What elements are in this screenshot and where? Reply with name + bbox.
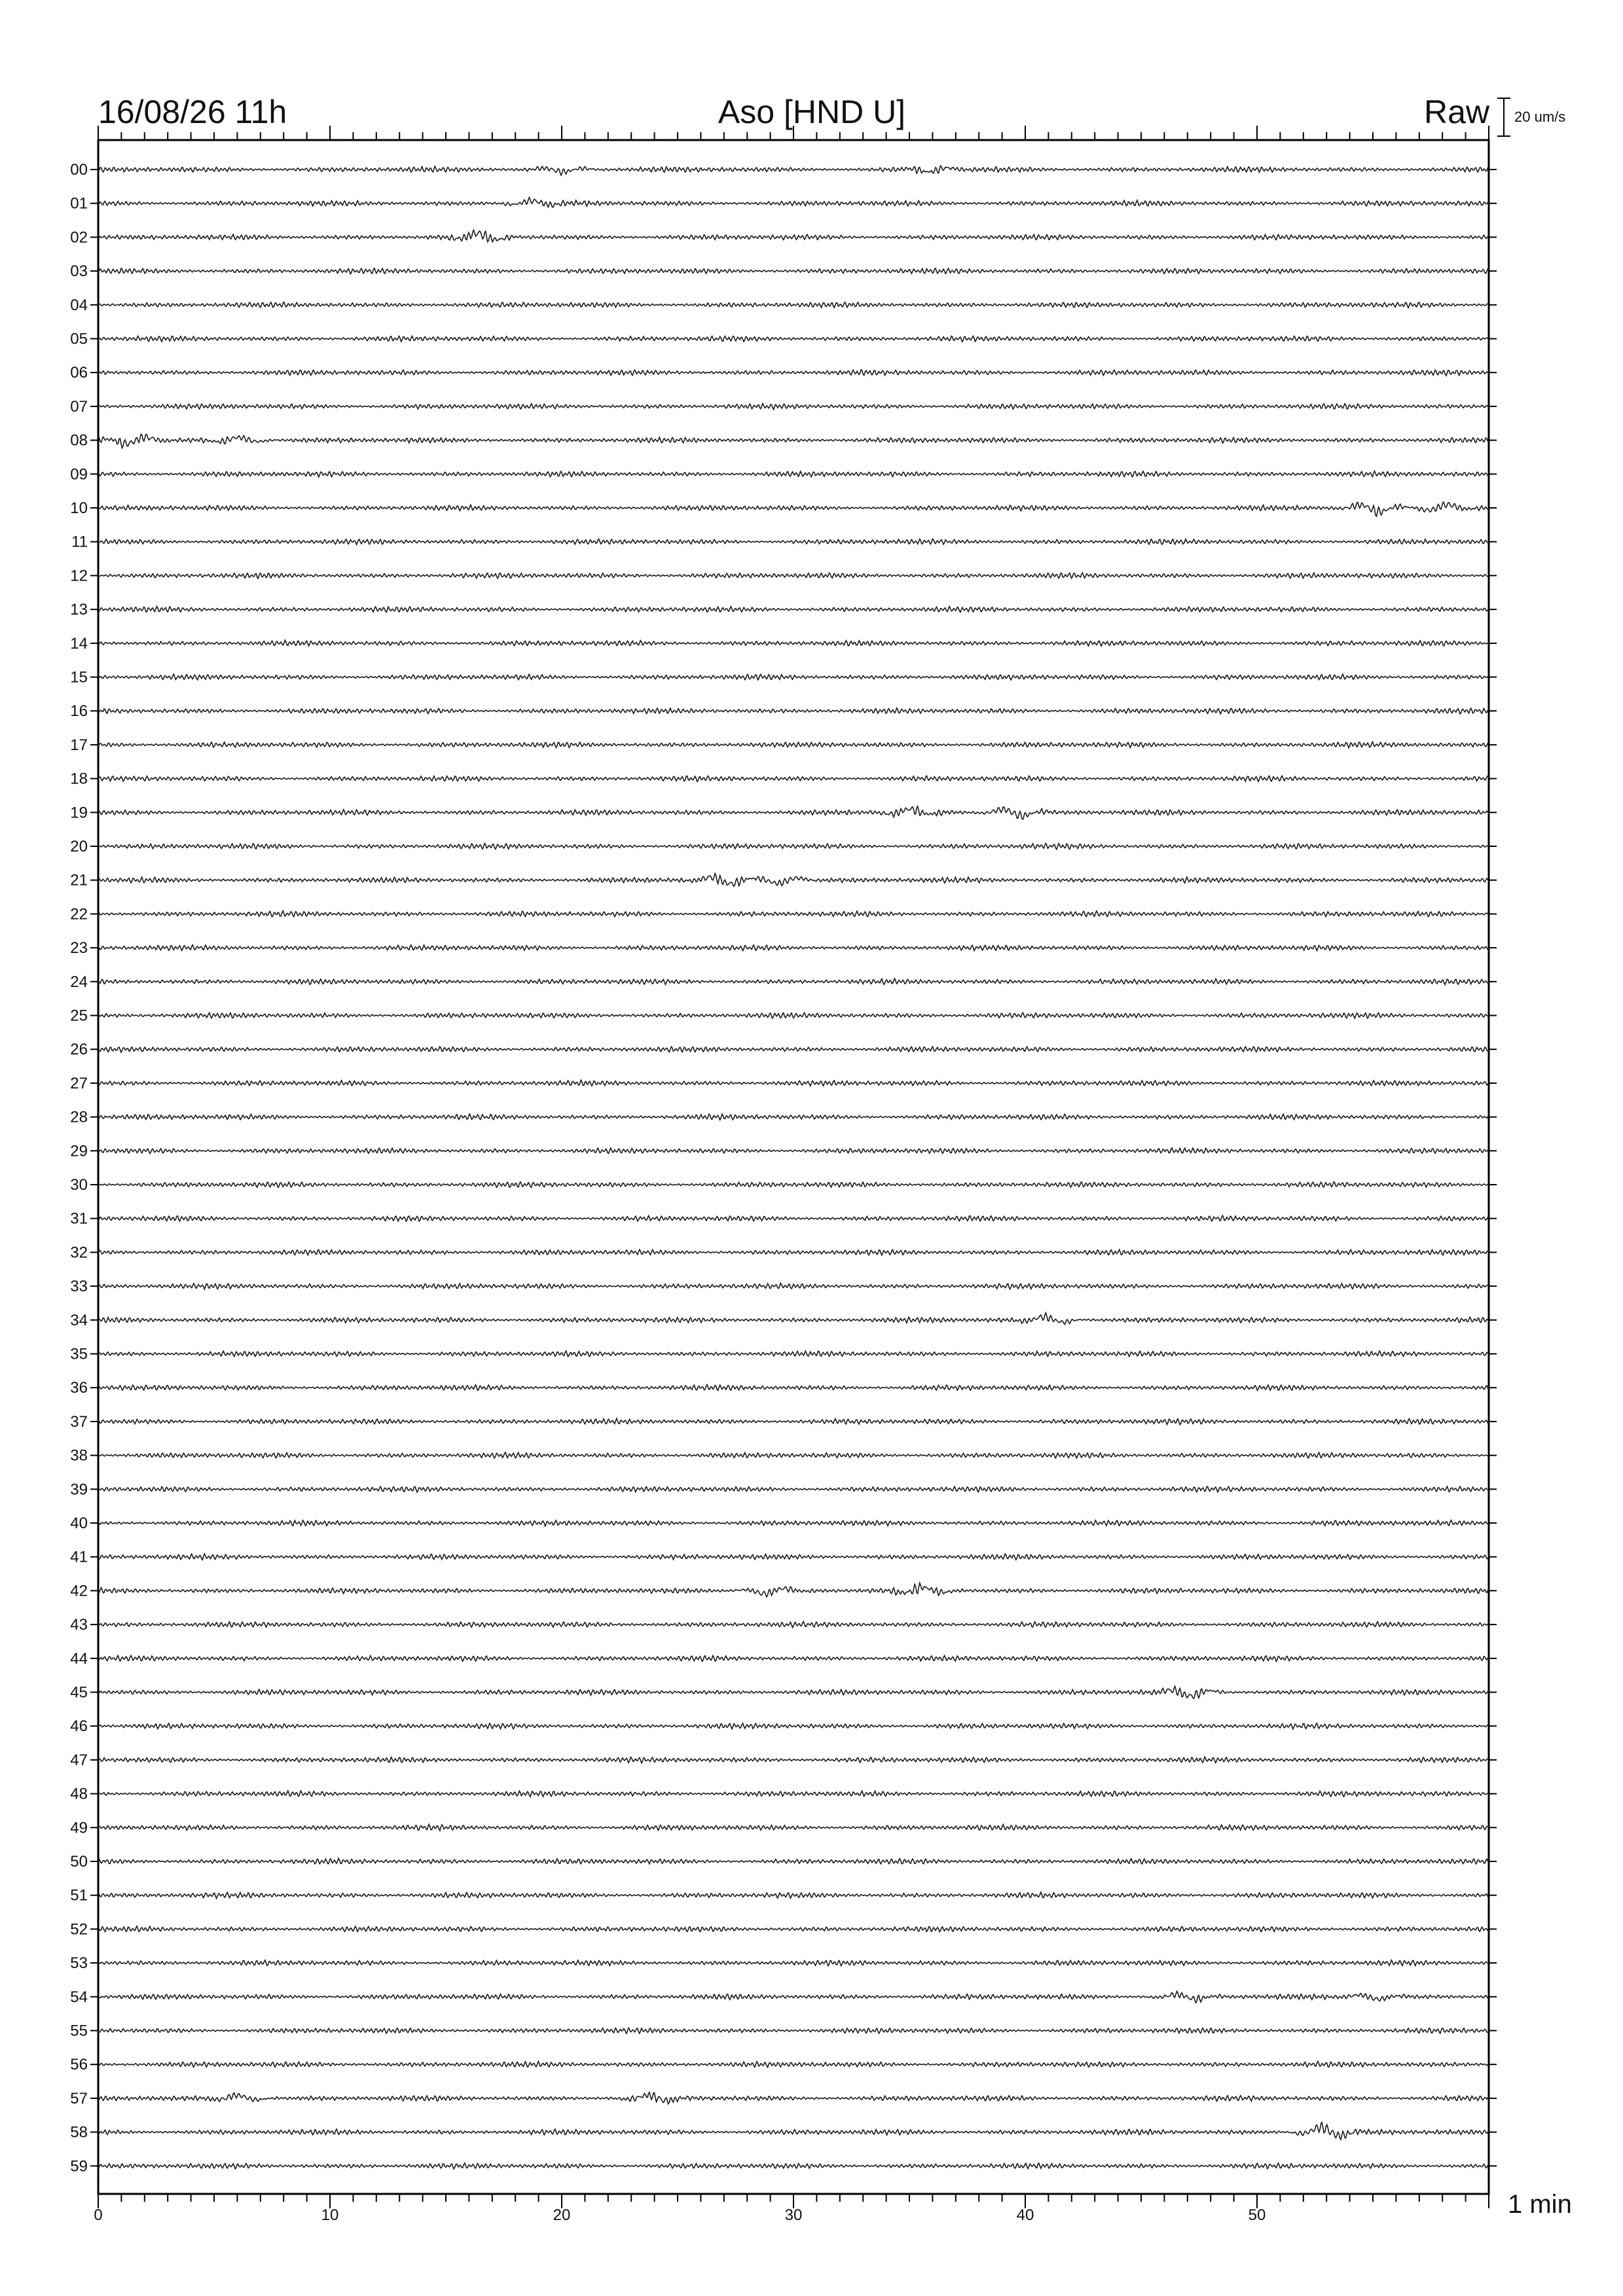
- row-label: 40: [70, 1515, 88, 1532]
- trace-line: [98, 1622, 1489, 1628]
- row-label: 15: [70, 668, 88, 687]
- trace-line: [98, 1858, 1489, 1864]
- trace-group: [98, 166, 1489, 2169]
- trace-line: [98, 945, 1489, 951]
- row-label: 54: [70, 1988, 88, 2006]
- trace-line: [98, 1313, 1489, 1325]
- x-axis-label: 1 min: [1508, 2190, 1572, 2219]
- trace-line: [98, 1215, 1489, 1221]
- row-label: 33: [70, 1278, 88, 1296]
- row-label: 22: [70, 905, 88, 924]
- trace-line: [98, 1655, 1489, 1661]
- trace-line: [98, 1791, 1489, 1797]
- trace-line: [98, 2028, 1489, 2034]
- x-tick-label: 10: [321, 2206, 339, 2224]
- row-label: 53: [70, 1954, 88, 1973]
- trace-line: [98, 1723, 1489, 1729]
- trace-line: [98, 230, 1489, 242]
- row-label: 37: [70, 1412, 88, 1431]
- trace-line: [98, 1182, 1489, 1187]
- row-label: 56: [70, 2056, 88, 2074]
- row-label: 28: [70, 1108, 88, 1126]
- trace-line: [98, 1926, 1489, 1932]
- row-label: 46: [70, 1717, 88, 1736]
- row-label: 35: [70, 1345, 88, 1363]
- row-label: 00: [70, 161, 88, 179]
- trace-line: [98, 1418, 1489, 1424]
- row-label: 04: [70, 296, 88, 314]
- trace-line: [98, 1047, 1489, 1052]
- row-label: 52: [70, 1920, 88, 1939]
- trace-line: [98, 1824, 1489, 1831]
- trace-line: [98, 1520, 1489, 1526]
- trace-line: [98, 1583, 1489, 1597]
- row-label: 27: [70, 1074, 88, 1092]
- trace-line: [98, 1148, 1489, 1153]
- trace-line: [98, 1385, 1489, 1391]
- x-tick-label-group: [94, 2206, 1266, 2224]
- row-label: 39: [70, 1480, 88, 1499]
- trace-line: [98, 708, 1489, 714]
- station-title: Aso [HND U]: [718, 94, 906, 130]
- row-label: 14: [70, 634, 88, 653]
- row-label: 50: [70, 1853, 88, 1871]
- trace-line: [98, 1283, 1489, 1289]
- trace-line: [98, 1080, 1489, 1086]
- scale-bar-label: 20 um/s: [1514, 109, 1566, 125]
- row-label: 31: [70, 1210, 88, 1228]
- trace-line: [98, 1249, 1489, 1255]
- trace-line: [98, 1554, 1489, 1560]
- row-label: 03: [70, 262, 88, 281]
- trace-line: [98, 1757, 1489, 1763]
- row-label: 08: [70, 431, 88, 450]
- row-label: 26: [70, 1041, 88, 1059]
- plot-frame: [98, 140, 1489, 2194]
- x-tick-label: 40: [1016, 2206, 1034, 2224]
- row-label: 20: [70, 838, 88, 855]
- row-label: 29: [70, 1142, 88, 1160]
- row-label: 25: [70, 1007, 88, 1025]
- row-label: 42: [70, 1582, 88, 1600]
- row-label: 55: [70, 2022, 88, 2040]
- row-label: 57: [70, 2089, 88, 2108]
- x-tick-label: 50: [1248, 2206, 1266, 2224]
- row-label: 32: [70, 1244, 88, 1262]
- row-label: 58: [70, 2123, 88, 2142]
- row-label: 36: [70, 1379, 88, 1397]
- trace-line: [98, 2062, 1489, 2068]
- trace-line: [98, 911, 1489, 917]
- trace-line: [98, 502, 1489, 516]
- row-label: 10: [70, 499, 88, 517]
- row-label: 48: [70, 1785, 88, 1803]
- trace-line: [98, 843, 1489, 849]
- trace-line: [98, 435, 1489, 448]
- scale-bar: [1497, 98, 1565, 136]
- trace-line: [98, 776, 1489, 781]
- trace-line: [98, 640, 1489, 646]
- trace-line: [98, 166, 1489, 175]
- row-label: 38: [70, 1446, 88, 1465]
- trace-line: [98, 874, 1489, 887]
- trace-line: [98, 2163, 1489, 2169]
- trace-line: [98, 573, 1489, 579]
- row-label-group: [70, 161, 1497, 2175]
- x-tick-label: 0: [94, 2206, 103, 2224]
- row-label: 44: [70, 1649, 88, 1668]
- row-label: 11: [71, 533, 88, 551]
- x-tick-label: 30: [784, 2206, 803, 2224]
- trace-line: [98, 198, 1489, 207]
- trace-line: [98, 302, 1489, 308]
- row-label: 41: [70, 1548, 88, 1566]
- row-label: 21: [70, 871, 88, 889]
- row-label: 17: [70, 736, 88, 754]
- row-label: 13: [70, 601, 88, 619]
- trace-line: [98, 806, 1489, 819]
- row-label: 05: [70, 330, 88, 348]
- row-label: 07: [70, 397, 88, 416]
- trace-line: [98, 1452, 1489, 1458]
- trace-line: [98, 2123, 1489, 2140]
- trace-line: [98, 1114, 1489, 1120]
- trace-line: [98, 539, 1489, 545]
- trace-line: [98, 1013, 1489, 1018]
- row-label: 59: [70, 2157, 88, 2176]
- trace-line: [98, 268, 1489, 274]
- row-label: 24: [70, 973, 88, 991]
- trace-line: [98, 978, 1489, 984]
- trace-line: [98, 1686, 1489, 1698]
- row-label: 12: [70, 567, 88, 585]
- row-label: 43: [70, 1616, 88, 1634]
- trace-line: [98, 606, 1489, 612]
- trace-line: [98, 336, 1489, 342]
- trace-line: [98, 2092, 1489, 2104]
- trace-line: [98, 404, 1489, 410]
- row-label: 18: [70, 770, 88, 788]
- row-label: 49: [70, 1819, 88, 1837]
- row-label: 09: [70, 465, 88, 484]
- row-label: 23: [70, 939, 88, 958]
- trace-line: [98, 471, 1489, 477]
- row-label: 47: [70, 1751, 88, 1769]
- trace-line: [98, 674, 1489, 680]
- trace-line: [98, 1486, 1489, 1492]
- trace-line: [98, 742, 1489, 748]
- trace-line: [98, 1960, 1489, 1966]
- mode-label: Raw: [1423, 94, 1489, 130]
- x-tick-label: 20: [553, 2206, 571, 2224]
- row-label: 02: [70, 228, 88, 247]
- trace-line: [98, 370, 1489, 376]
- row-label: 45: [70, 1683, 88, 1702]
- row-label: 06: [70, 364, 88, 382]
- datetime-label: 16/08/26 11h: [98, 94, 287, 130]
- trace-line: [98, 1892, 1489, 1898]
- row-label: 01: [70, 194, 88, 213]
- trace-line: [98, 1992, 1489, 2003]
- row-label: 30: [70, 1176, 88, 1194]
- row-label: 34: [70, 1311, 88, 1329]
- trace-line: [98, 1351, 1489, 1357]
- row-label: 51: [70, 1886, 88, 1905]
- row-label: 16: [70, 702, 88, 721]
- row-label: 19: [70, 804, 88, 822]
